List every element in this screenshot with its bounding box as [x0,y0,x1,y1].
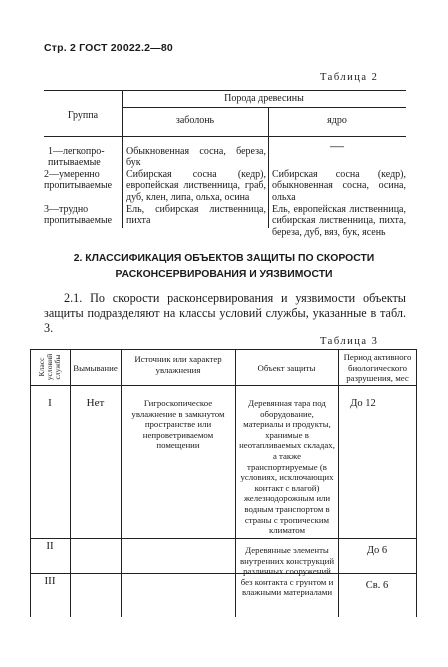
table3-right-border [416,349,417,617]
table3-col-object: Объект защиты [257,363,316,373]
table3-row2-object: Деревянные элементы внутренних конструкций различных сооружений без контакта с грунтом и влажными материалами [239,545,335,598]
table3-col-divider-3 [235,349,236,617]
table3-header-bottom [30,385,416,386]
table3-row1-washout: Нет [86,397,105,409]
table3-col-source: Источник или характер увлажнения [134,354,222,375]
table3-caption: Таблица 3 [320,336,379,347]
table2-row2-group: 2—умеренно пропитываемые [44,169,113,192]
table3-row2-period: До 6 [366,545,388,556]
table2-col-species: Порода древесины [224,93,304,104]
section-paragraph: 2.1. По скорости расконсервирования и уязвимости объекты защиты подразделяют на классы условий службы, указанные в табл. 3. [44,291,406,335]
page-header: Стр. 2 ГОСТ 20022.2—80 [44,42,173,54]
table3-col-divider-2 [121,349,122,617]
table3-col-class-cell [30,349,70,385]
table2-row1-group: 1—легкопро- питываемые [48,146,105,169]
table3-col-divider-1 [70,349,71,617]
table3-row1-object: Деревянная тара под оборудование, материалы и продукты, хранимые в неотапливаемых складах, а также транспортируемые (в условиях, исключающих контакт с влагой) железнодорожным или водным транспортом в страны с тропическим климатом [239,398,335,536]
table2-row3-group: 3—трудно пропитываемые [44,204,113,227]
table3-col-period: Период активного биологического разрушения, мес [343,352,412,384]
table3-row3-class: III [44,575,56,587]
table2-row1-sapwood: Обыкновенная сосна, береза, бук [126,146,266,169]
table3-row3-period: Св. 6 [365,580,389,591]
table3-row2-class: II [46,540,54,552]
table2-caption: Таблица 2 [320,72,379,83]
table3-row1-source: Гигроскопическое увлажнение в замкнутом пространстве или непроветриваемом помещении [131,398,225,451]
table2-top-border [44,90,406,91]
table2-row1-heart: — [330,139,344,154]
table2-species-divider [122,107,406,108]
table3-row1-period: До 12 [350,398,376,409]
table3-row2-bottom [30,573,416,574]
table2-header-bottom [44,136,406,137]
table2-row2-sapwood: Сибирская сосна (кедр), европейская лиственница, граб, дуб, клен, липа, ольха, осина [126,169,266,203]
table2-row2-heart: Сибирская сосна (кедр), обыкновенная сосна, осина, ольха [272,169,406,203]
table3-col-class: Класс условий службы [37,353,62,381]
table3-col-washout: Вымывание [73,363,118,373]
table3-row1-bottom [30,538,416,539]
table2-col-heart: ядро [327,115,347,126]
table2-row3-heart: Ель, европейская лиственница, сибирская лиственница, пихта, береза, дуб, вяз, бук, ясень [272,204,406,238]
table3-top-border [30,349,416,350]
table3-row1-class: I [48,397,52,409]
section-title-line1: 2. КЛАССИФИКАЦИЯ ОБЪЕКТОВ ЗАЩИТЫ ПО СКОРОСТИ [73,253,375,264]
table2-col-sapwood: заболонь [175,115,215,126]
table3-col-divider-4 [338,349,339,617]
table2-row3-sapwood: Ель, сибирская лиственница, пихта [126,204,266,227]
section-title-line2: РАСКОНСЕРВИРОВАНИЯ И УЯЗВИМОСТИ [115,269,333,280]
table2-col-group: Группа [67,110,99,121]
table2-col-divider-1 [122,90,123,228]
